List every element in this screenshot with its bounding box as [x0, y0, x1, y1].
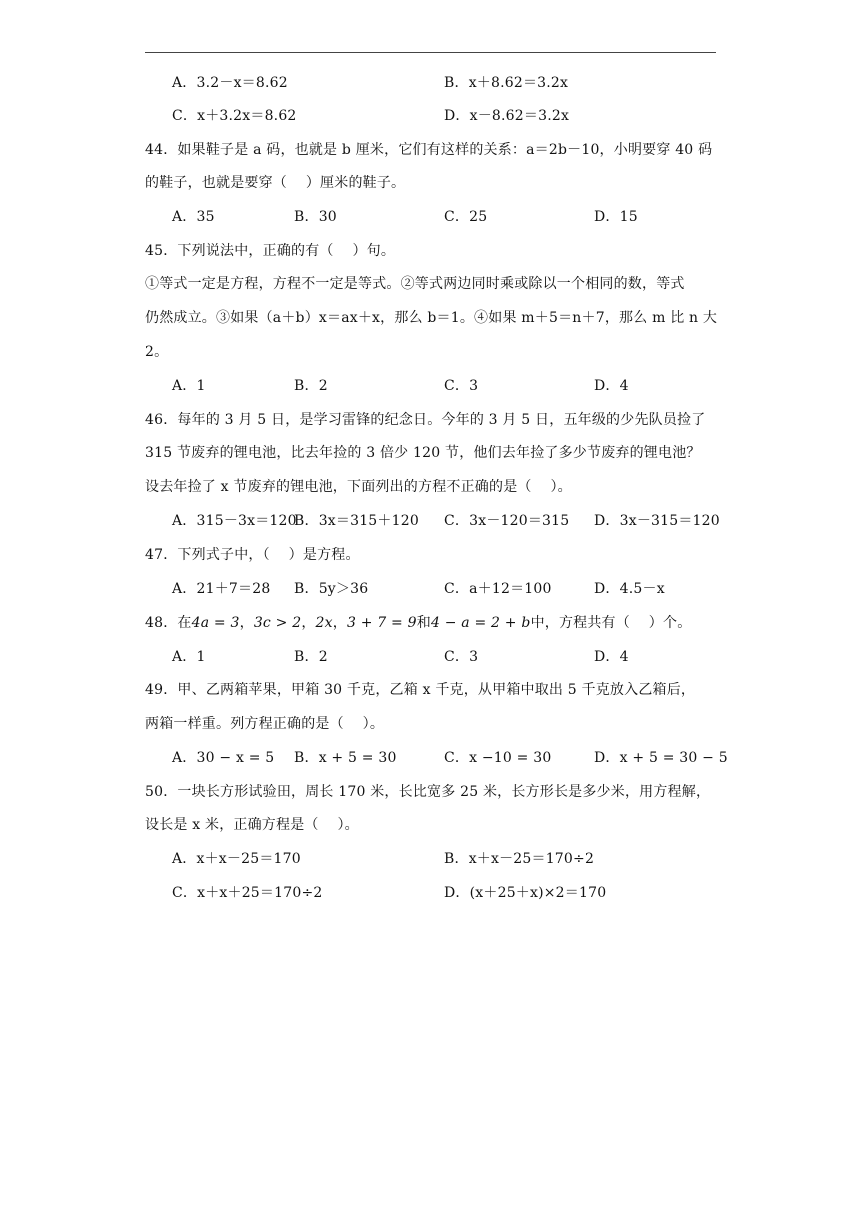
q48-expr-2: 3c > 2	[253, 615, 302, 631]
q49-option-b[interactable]: B．x + 5 = 30	[294, 750, 397, 766]
q46-option-c[interactable]: C．3x－120＝315	[444, 513, 570, 529]
q48-expr-1: 4a = 3	[191, 615, 240, 631]
q48-sep-1: ，	[239, 615, 254, 631]
q47-option-b[interactable]: B．5y＞36	[294, 581, 369, 597]
q50-option-c[interactable]: C．x＋x＋25＝170÷2	[172, 885, 323, 901]
q48-expr-4: 3 + 7 = 9	[346, 615, 417, 631]
q48-option-a[interactable]: A．1	[172, 649, 206, 665]
q48-option-d[interactable]: D．4	[594, 649, 629, 665]
q45-stem-line4: 2。	[145, 344, 169, 360]
q47-stem: 47．下列式子中，（ ）是方程。	[145, 547, 360, 563]
q48-sep-4: 和	[416, 615, 431, 631]
q48-sep-3: ，	[332, 615, 347, 631]
q45-option-d[interactable]: D．4	[594, 378, 629, 394]
q45-option-c[interactable]: C．3	[444, 378, 479, 394]
q48-expr-5: 4 − a = 2 + b	[430, 615, 531, 631]
q46-stem-line2: 315 节废弃的锂电池，比去年捡的 3 倍少 120 节，他们去年捡了多少节废弃的锂电池？	[145, 445, 701, 461]
q49-option-d[interactable]: D．x + 5 = 30 − 5	[594, 750, 728, 766]
q47-option-c[interactable]: C．a＋12＝100	[444, 581, 552, 597]
q48-option-c[interactable]: C．3	[444, 649, 479, 665]
q45-stem-line1: 45．下列说法中，正确的有（ ）句。	[145, 243, 396, 259]
q45-stem-line2: ①等式一定是方程，方程不一定是等式。②等式两边同时乘或除以一个相同的数，等式	[145, 276, 685, 292]
q46-option-b[interactable]: B．3x＝315＋120	[294, 513, 419, 529]
q50-stem-line2: 设长是 x 米，正确方程是（ ）。	[145, 817, 359, 833]
q44-option-a[interactable]: A．35	[172, 209, 215, 225]
q43-option-b[interactable]: B．x＋8.62＝3.2x	[444, 75, 569, 91]
q44-option-b[interactable]: B．30	[294, 209, 337, 225]
q50-option-b[interactable]: B．x＋x－25＝170÷2	[444, 851, 595, 867]
header-rule	[145, 52, 716, 53]
q50-option-d[interactable]: D．(x＋25＋x)×2＝170	[444, 885, 607, 901]
q46-option-a[interactable]: A．315－3x＝120	[172, 513, 297, 529]
q45-option-a[interactable]: A．1	[172, 378, 206, 394]
q48-suffix: 中，方程共有（ ）个。	[530, 615, 692, 631]
q45-stem-line3: 仍然成立。③如果（a＋b）x＝ax＋x，那么 b＝1。④如果 m＋5＝n＋7，那么 m 比 n 大	[145, 310, 718, 326]
q44-option-d[interactable]: D．15	[594, 209, 638, 225]
q49-option-c[interactable]: C．x −10 = 30	[444, 750, 552, 766]
q48-sep-2: ，	[301, 615, 316, 631]
q47-option-d[interactable]: D．4.5－x	[594, 581, 665, 597]
q45-option-b[interactable]: B．2	[294, 378, 328, 394]
q46-option-d[interactable]: D．3x－315＝120	[594, 513, 720, 529]
q48-prefix: 48．在	[145, 615, 192, 631]
q50-stem-line1: 50．一块长方形试验田，周长 170 米，长比宽多 25 米，长方形长是多少米，用方程解，	[145, 784, 711, 800]
q50-option-a[interactable]: A．x＋x－25＝170	[172, 851, 301, 867]
q48-expr-3: 2x	[315, 615, 333, 631]
q46-stem-line3: 设去年捡了 x 节废弃的锂电池，下面列出的方程不正确的是（ ）。	[145, 479, 572, 495]
q43-option-d[interactable]: D．x－8.62＝3.2x	[444, 108, 570, 124]
q44-stem-line1: 44．如果鞋子是 a 码，也就是 b 厘米，它们有这样的关系：a＝2b－10，小明要穿 40 码	[145, 142, 713, 158]
q43-option-c[interactable]: C．x＋3.2x＝8.62	[172, 108, 297, 124]
q47-option-a[interactable]: A．21＋7＝28	[172, 581, 271, 597]
q43-option-a[interactable]: A．3.2－x＝8.62	[172, 75, 288, 91]
q49-stem-line2: 两箱一样重。列方程正确的是（ ）。	[145, 716, 385, 732]
q49-option-a[interactable]: A．30 − x = 5	[172, 750, 275, 766]
q48-stem	[145, 613, 691, 633]
q44-option-c[interactable]: C．25	[444, 209, 488, 225]
q49-stem-line1: 49．甲、乙两箱苹果，甲箱 30 千克，乙箱 x 千克，从甲箱中取出 5 千克放入乙箱后，	[145, 682, 696, 698]
q48-option-b[interactable]: B．2	[294, 649, 328, 665]
q46-stem-line1: 46．每年的 3 月 5 日，是学习雷锋的纪念日。今年的 3 月 5 日，五年级的少先队员捡了	[145, 412, 706, 428]
q44-stem-line2: 的鞋子，也就是要穿（ ）厘米的鞋子。	[145, 175, 406, 191]
